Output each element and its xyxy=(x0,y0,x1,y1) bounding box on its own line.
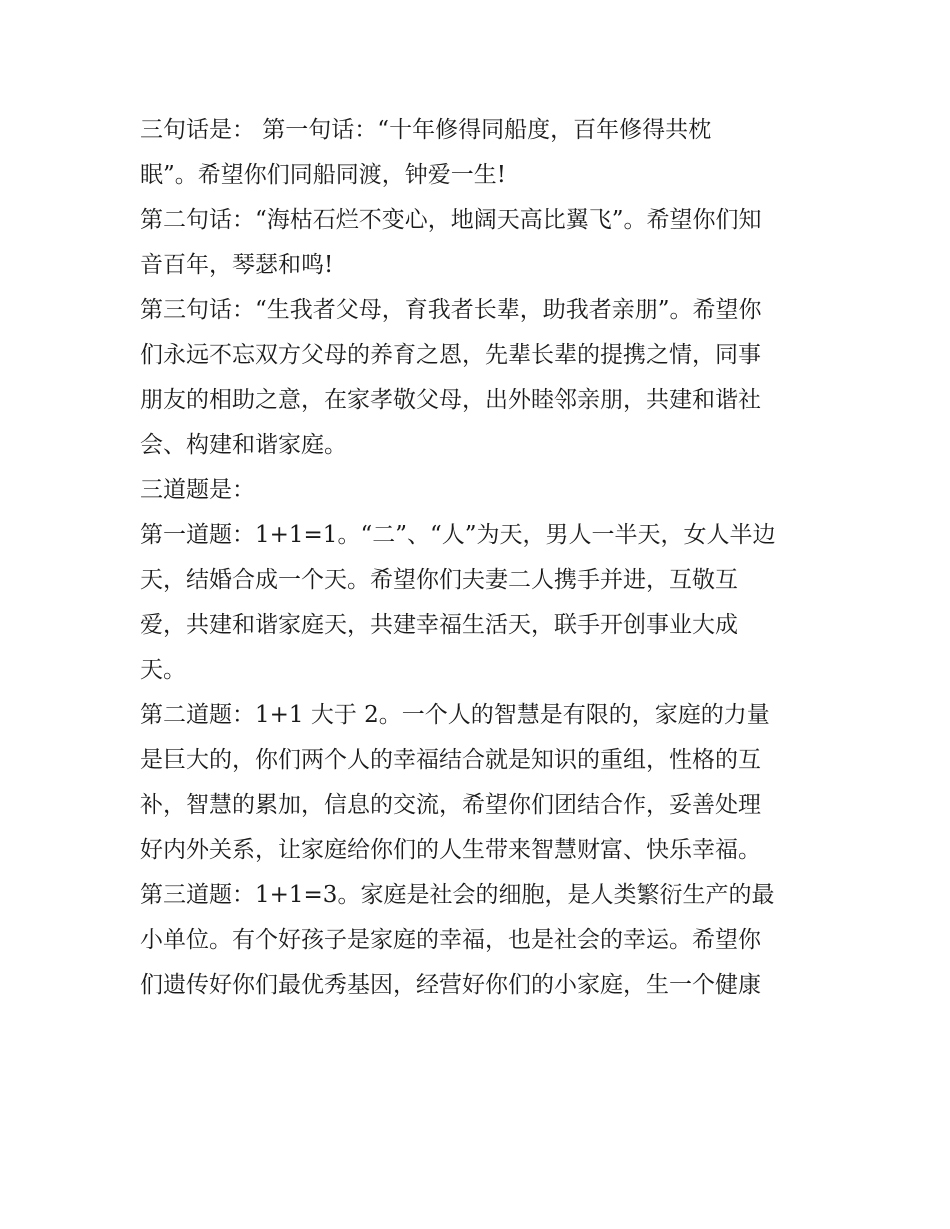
body-text xyxy=(140,108,820,1008)
text-line: 音百年，琴瑟和鸣! xyxy=(140,252,334,278)
text-line: 们遗传好你们最优秀基因，经营好你们的小家庭，生一个健康 xyxy=(140,972,761,998)
text-line: 补，智慧的累加，信息的交流，希望你们团结合作，妥善处理 xyxy=(140,792,761,818)
text-line: 三句话是： 第一句话：“十年修得同船度，百年修得共枕 xyxy=(140,117,712,143)
text-line: 好内外关系，让家庭给你们的人生带来智慧财富、快乐幸福。 xyxy=(140,837,761,863)
text-line: 天。 xyxy=(140,657,186,683)
text-line: 第二道题：1+1 大于 2。一个人的智慧是有限的，家庭的力量 xyxy=(140,702,770,728)
text-line: 爱，共建和谐家庭天，共建幸福生活天，联手开创事业大成 xyxy=(140,612,738,638)
text-line: 眠”。希望你们同船同渡，钟爱一生! xyxy=(140,162,507,188)
text-line: 第一道题：1+1=1。“二”、“人”为天，男人一半天，女人半边 xyxy=(140,522,776,548)
text-line: 小单位。有个好孩子是家庭的幸福，也是社会的幸运。希望你 xyxy=(140,927,761,953)
text-line: 会、构建和谐家庭。 xyxy=(140,432,347,458)
text-line: 第三道题：1+1=3。家庭是社会的细胞，是人类繁衍生产的最 xyxy=(140,882,775,908)
text-line: 是巨大的，你们两个人的幸福结合就是知识的重组，性格的互 xyxy=(140,747,761,773)
text-line: 朋友的相助之意，在家孝敬父母，出外睦邻亲朋，共建和谐社 xyxy=(140,387,761,413)
text-line: 们永远不忘双方父母的养育之恩，先辈长辈的提携之情，同事 xyxy=(140,342,761,368)
text-line: 天，结婚合成一个天。希望你们夫妻二人携手并进，互敬互 xyxy=(140,567,738,593)
text-line: 第三句话：“生我者父母，育我者长辈，助我者亲朋”。希望你 xyxy=(140,297,762,323)
text-line: 第二句话：“海枯石烂不变心，地阔天高比翼飞”。希望你们知 xyxy=(140,207,762,233)
text-line: 三道题是： xyxy=(140,477,255,503)
